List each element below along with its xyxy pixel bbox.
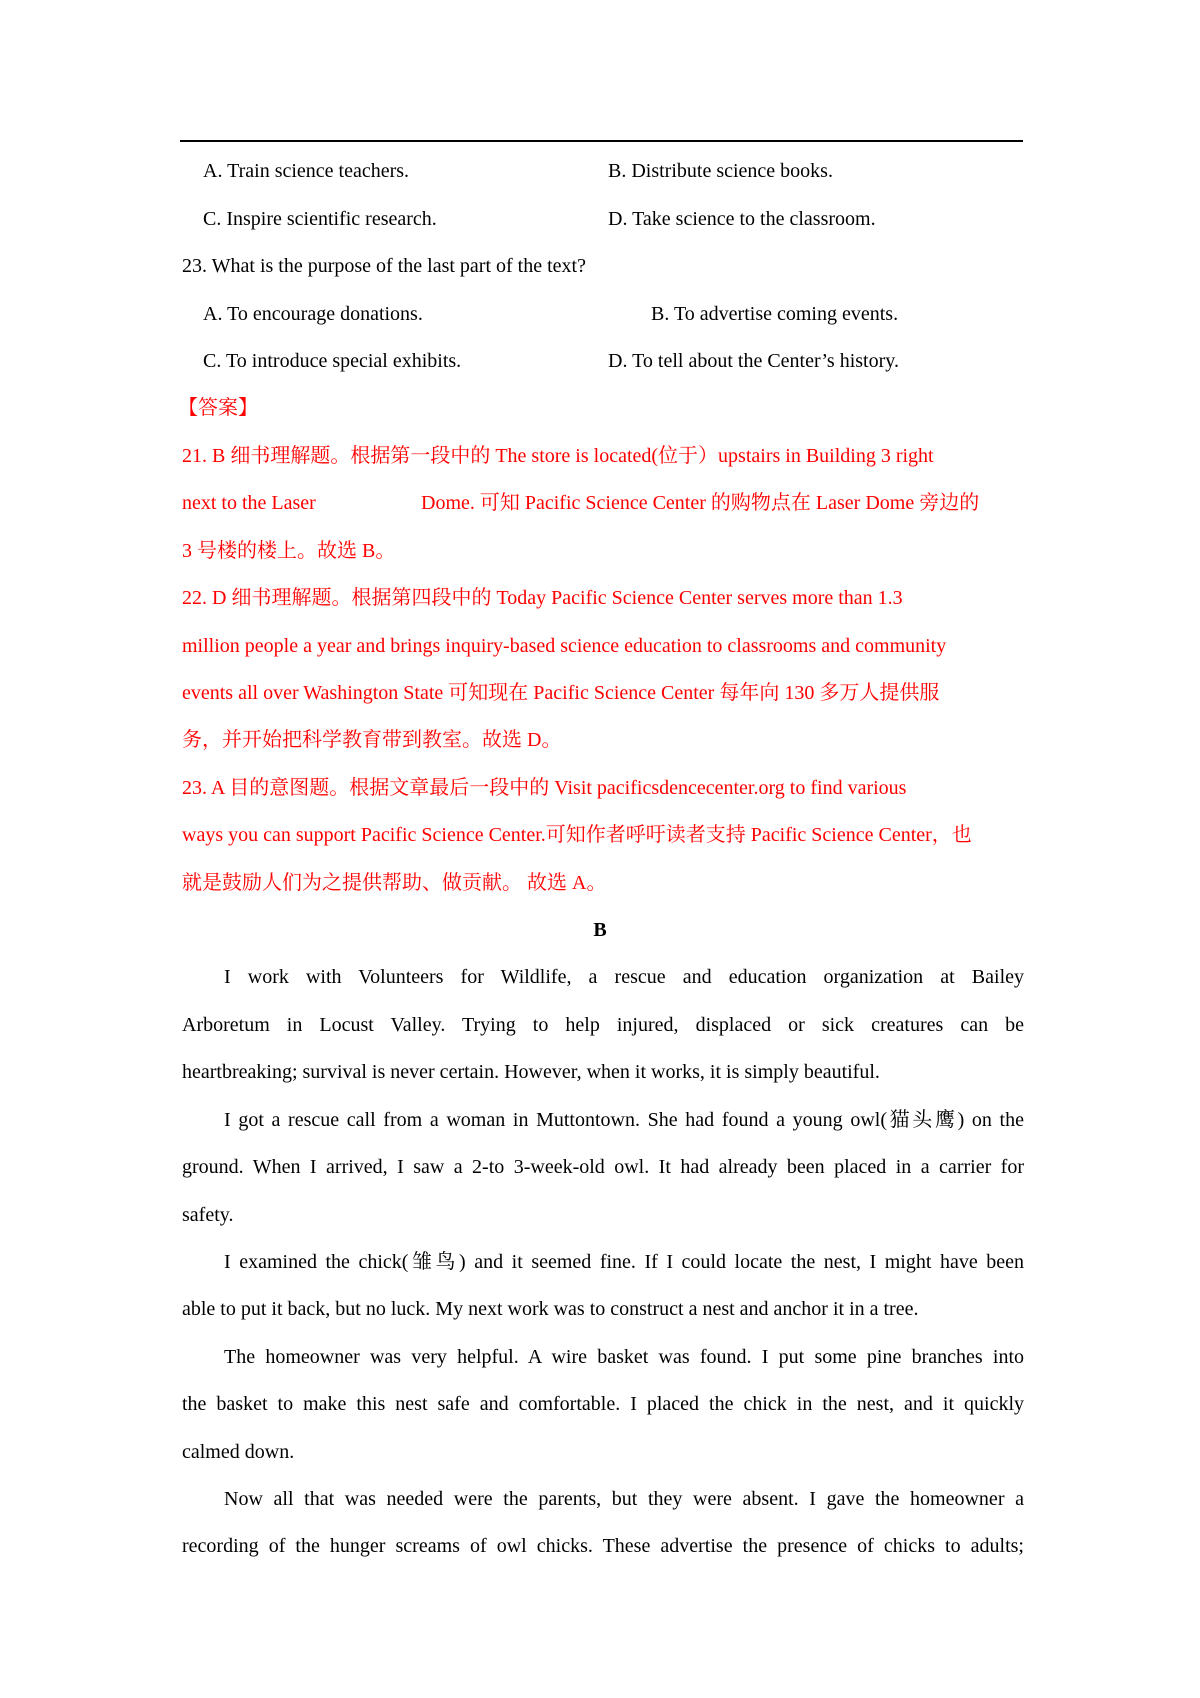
section-b-p2-line-2: ground. When I arrived, I saw a 2-to 3-week-old owl. It had already been placed in a carrier for	[182, 1156, 1024, 1178]
answer-21-line-3: 3 号楼的楼上。故选 B。	[182, 540, 396, 562]
answer-heading: 【答案】	[178, 397, 258, 419]
answer-22-line-3: events all over Washington State 可知现在 Pacific Science Center 每年向 130 多万人提供服	[182, 682, 940, 704]
q22-option-a: A. Train science teachers.	[203, 160, 410, 182]
answer-22-line-4: 务，并开始把科学教育带到教室。故选 D。	[182, 729, 562, 751]
section-b-p4-line-3: calmed down.	[182, 1441, 295, 1463]
q22-option-c: C. Inspire scientific research.	[203, 208, 437, 230]
section-b-p1-line-1: I work with Volunteers for Wildlife, a rescue and education organization at Bailey	[224, 966, 1024, 988]
answer-23-line-1: 23. A 目的意图题。根据文章最后一段中的 Visit pacificsdencecenter.org to find various	[182, 777, 907, 799]
section-b-p1-line-2: Arboretum in Locust Valley. Trying to help injured, displaced or sick creatures can be	[182, 1014, 1024, 1036]
answer-22-line-2: million people a year and brings inquiry-based science education to classrooms and community	[182, 635, 947, 657]
section-b-p5-line-1: Now all that was needed were the parents, but they were absent. I gave the homeowner a	[224, 1488, 1024, 1510]
answer-21-line-2b: Dome. 可知 Pacific Science Center 的购物点在 Laser Dome 旁边的	[421, 492, 980, 514]
answer-22-line-1: 22. D 细书理解题。根据第四段中的 Today Pacific Science Center serves more than 1.3	[182, 587, 903, 609]
q23-option-d: D. To tell about the Center’s history.	[608, 350, 899, 372]
q23-question: 23. What is the purpose of the last part of the text?	[182, 255, 586, 277]
section-b-p2-line-1: I got a rescue call from a woman in Muttontown. She had found a young owl(猫头鹰) on the	[224, 1109, 1024, 1131]
section-b-p2-line-3: safety.	[182, 1204, 234, 1226]
q22-option-d: D. Take science to the classroom.	[608, 208, 876, 230]
answer-23-line-2: ways you can support Pacific Science Center.可知作者呼吁读者支持 Pacific Science Center，也	[182, 824, 972, 846]
section-b-p5-line-2: recording of the hunger screams of owl chicks. These advertise the presence of chicks to adults;	[182, 1535, 1024, 1557]
section-b-title: B	[593, 919, 607, 941]
answer-21-line-1: 21. B 细书理解题。根据第一段中的 The store is located(位于）upstairs in Building 3 right	[182, 445, 934, 467]
section-b-p1-line-3: heartbreaking; survival is never certain. However, when it works, it is simply beautiful.	[182, 1061, 880, 1083]
header-rule	[180, 140, 1023, 142]
answer-21-line-2a: next to the Laser	[182, 492, 316, 514]
answer-23-line-3: 就是鼓励人们为之提供帮助、做贡献。 故选 A。	[182, 872, 607, 894]
q23-option-a: A. To encourage donations.	[203, 303, 423, 325]
q22-option-b: B. Distribute science books.	[608, 160, 833, 182]
q23-option-c: C. To introduce special exhibits.	[203, 350, 462, 372]
section-b-p4-line-2: the basket to make this nest safe and comfortable. I placed the chick in the nest, and it quickly	[182, 1393, 1024, 1415]
section-b-p3-line-2: able to put it back, but no luck. My next work was to construct a nest and anchor it in a tree.	[182, 1298, 919, 1320]
q23-option-b: B. To advertise coming events.	[651, 303, 899, 325]
section-b-p3-line-1: I examined the chick(雏鸟) and it seemed fine. If I could locate the nest, I might have been	[224, 1251, 1024, 1273]
section-b-p4-line-1: The homeowner was very helpful. A wire basket was found. I put some pine branches into	[224, 1346, 1024, 1368]
